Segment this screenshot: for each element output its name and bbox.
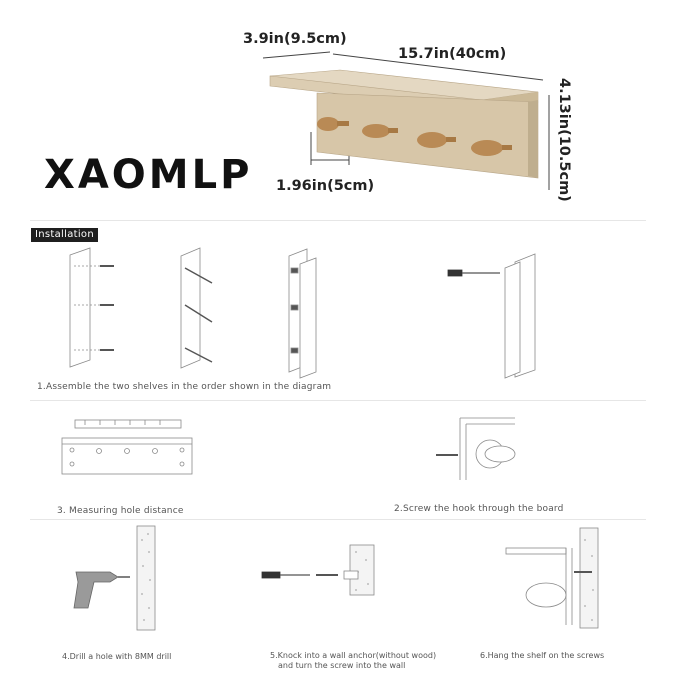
- hook-peg: [526, 583, 566, 607]
- shelf-product-image: [263, 52, 549, 190]
- step-3-caption: 3. Measuring hole distance: [57, 506, 184, 516]
- step-1-caption: 1.Assemble the two shelves in the order shown in the diagram: [37, 382, 332, 392]
- drill-icon: [74, 572, 118, 608]
- installation-label: Installation: [31, 228, 98, 242]
- wall-anchor-icon: [344, 571, 358, 579]
- divider: [30, 400, 646, 401]
- ruler-icon: [75, 420, 181, 428]
- step-2-illustration: [436, 418, 515, 480]
- board-panel: [300, 258, 316, 378]
- dimension-hook-spacing: 1.96in(5cm): [276, 178, 375, 194]
- brand-name: XAOMLP: [44, 152, 253, 198]
- wall-section: [137, 526, 155, 630]
- back-board-front-view: [62, 438, 192, 474]
- wall-section: [350, 545, 374, 595]
- screwdriver-icon: [448, 270, 462, 276]
- screwdriver-icon: [262, 572, 280, 578]
- step-6-illustration: [506, 528, 598, 628]
- dimension-width: 15.7in(40cm): [398, 46, 507, 62]
- step-4-caption: 4.Drill a hole with 8MM drill: [62, 652, 172, 661]
- step-6-caption: 6.Hang the shelf on the screws: [480, 651, 605, 660]
- dimension-depth: 3.9in(9.5cm): [243, 31, 347, 47]
- step-4-illustration: [74, 526, 155, 630]
- step-1-illustration: [70, 248, 535, 378]
- step-5-caption-line2: and turn the screw into the wall: [278, 661, 406, 670]
- divider: [30, 519, 646, 520]
- step-2-caption: 2.Screw the hook through the board: [394, 504, 564, 514]
- step-5-illustration: [262, 545, 374, 595]
- step-3-illustration: [62, 420, 192, 474]
- wall-section: [580, 528, 598, 628]
- dimension-height: 4.13in(10.5cm): [556, 78, 572, 202]
- depth-dimension-line: [263, 52, 330, 58]
- step-5-caption-line1: 5.Knock into a wall anchor(without wood): [270, 651, 437, 660]
- divider: [30, 220, 646, 221]
